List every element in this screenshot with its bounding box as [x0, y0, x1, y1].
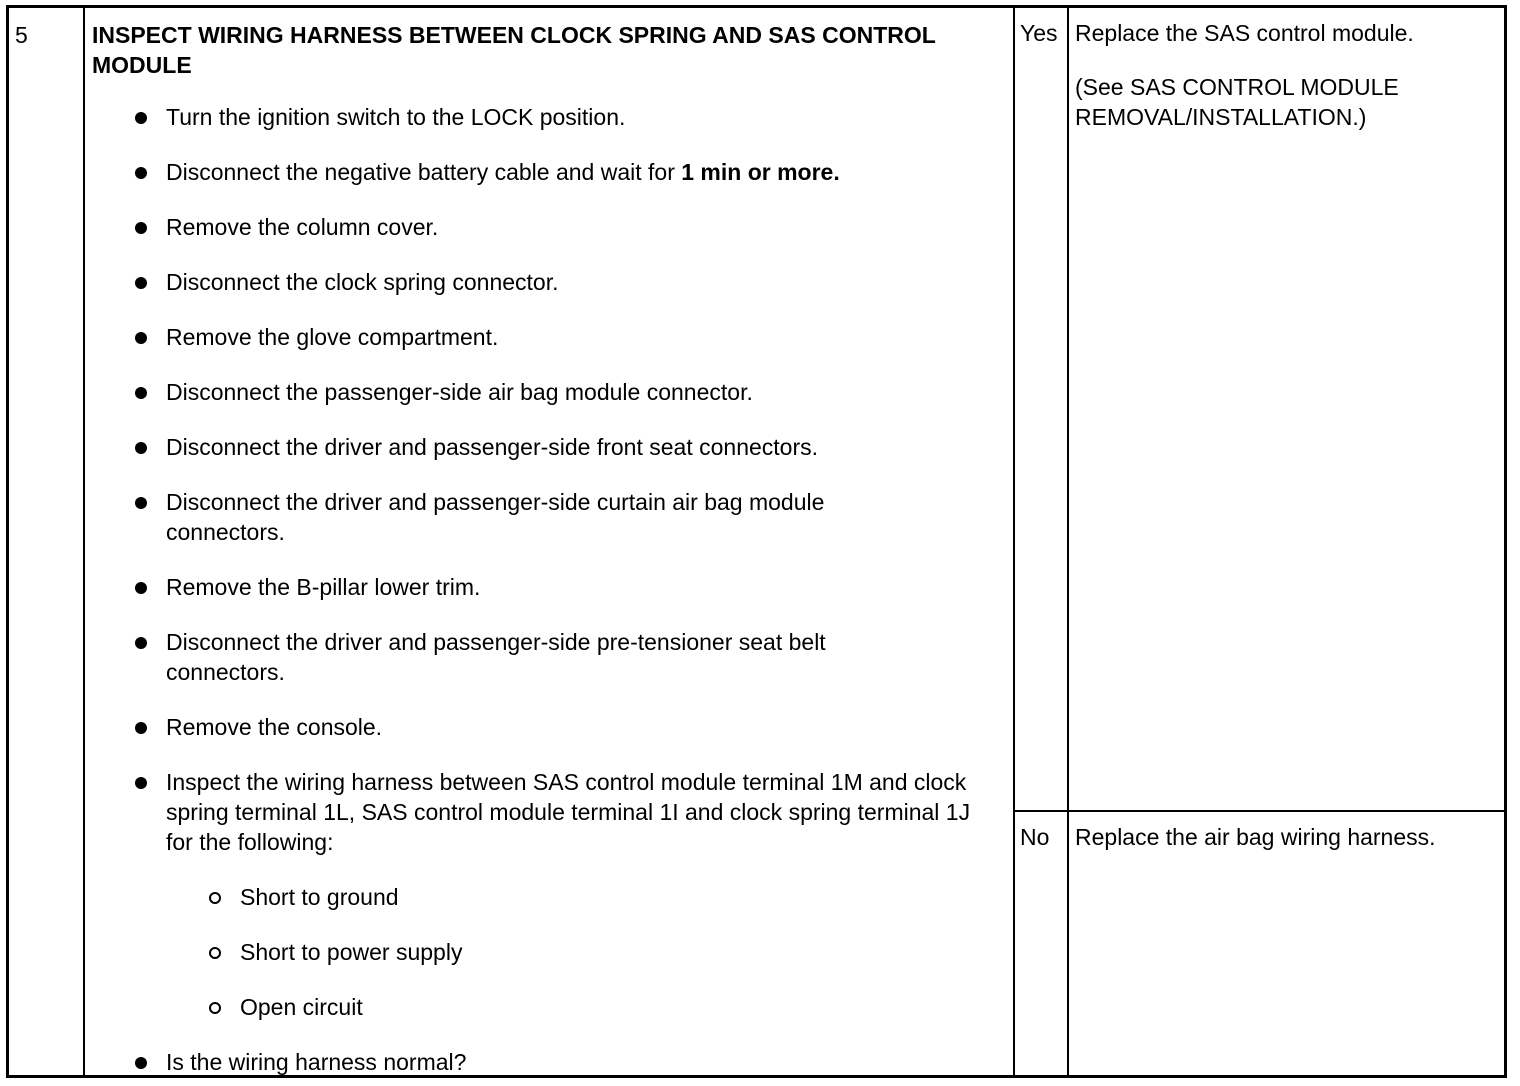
no-action: Replace the air bag wiring harness.	[1075, 824, 1436, 850]
bullet-icon	[135, 722, 147, 734]
column-divider-answer	[1067, 8, 1069, 1075]
instruction-text: Disconnect the clock spring connector.	[166, 269, 559, 295]
question-text: Is the wiring harness normal?	[166, 1049, 467, 1075]
bullet-icon	[135, 222, 147, 234]
column-divider-step	[83, 8, 85, 1075]
instruction-text: Remove the glove compartment.	[166, 324, 499, 350]
diagnostic-step-table	[6, 5, 1507, 1078]
circle-bullet-icon	[209, 1002, 221, 1014]
bullet-icon	[135, 277, 147, 289]
instruction-text: Turn the ignition switch to the LOCK position.	[166, 104, 626, 130]
bullet-icon	[135, 637, 147, 649]
circle-bullet-icon	[209, 892, 221, 904]
instruction-text: Remove the console.	[166, 714, 383, 740]
condition-text: Short to ground	[240, 884, 399, 910]
yes-label: Yes	[1020, 20, 1058, 46]
bullet-icon	[135, 167, 147, 179]
bullet-icon	[135, 497, 147, 509]
bullet-icon	[135, 112, 147, 124]
wait-time: 1 min or more.	[681, 159, 840, 185]
circle-bullet-icon	[209, 947, 221, 959]
yes-action: Replace the SAS control module.	[1075, 20, 1414, 46]
instruction-text: Disconnect the passenger-side air bag module connector.	[166, 379, 753, 405]
condition-text: Short to power supply	[240, 939, 463, 965]
instruction-text: Disconnect the driver and passenger-side front seat connectors.	[166, 434, 819, 460]
instruction-text: Remove the column cover.	[166, 214, 439, 240]
bullet-icon	[135, 582, 147, 594]
no-label: No	[1020, 824, 1050, 850]
bullet-icon	[135, 442, 147, 454]
bullet-icon	[135, 332, 147, 344]
bullet-icon	[135, 387, 147, 399]
yes-no-row-divider	[1013, 810, 1504, 812]
yes-reference: (See SAS CONTROL MODULE REMOVAL/INSTALLATION.)	[1075, 74, 1399, 130]
bullet-icon	[135, 1057, 147, 1069]
instruction-text: Inspect the wiring harness between SAS control module terminal 1M and clock spring terminal 1L, SAS control module terminal 1I and clock spring terminal 1J for the following:	[166, 769, 971, 855]
column-divider-procedure	[1013, 8, 1015, 1075]
bullet-icon	[135, 777, 147, 789]
instruction-text: Disconnect the negative battery cable and wait for 1 min or more.	[166, 159, 840, 185]
instruction-text: Disconnect the driver and passenger-side pre-tensioner seat belt connectors.	[166, 629, 826, 685]
step-heading: INSPECT WIRING HARNESS BETWEEN CLOCK SPRING AND SAS CONTROL MODULE	[92, 22, 936, 78]
condition-text: Open circuit	[240, 994, 363, 1020]
instruction-text: Remove the B-pillar lower trim.	[166, 574, 481, 600]
instruction-text: Disconnect the driver and passenger-side curtain air bag module connectors.	[166, 489, 825, 545]
step-number: 5	[15, 22, 28, 48]
